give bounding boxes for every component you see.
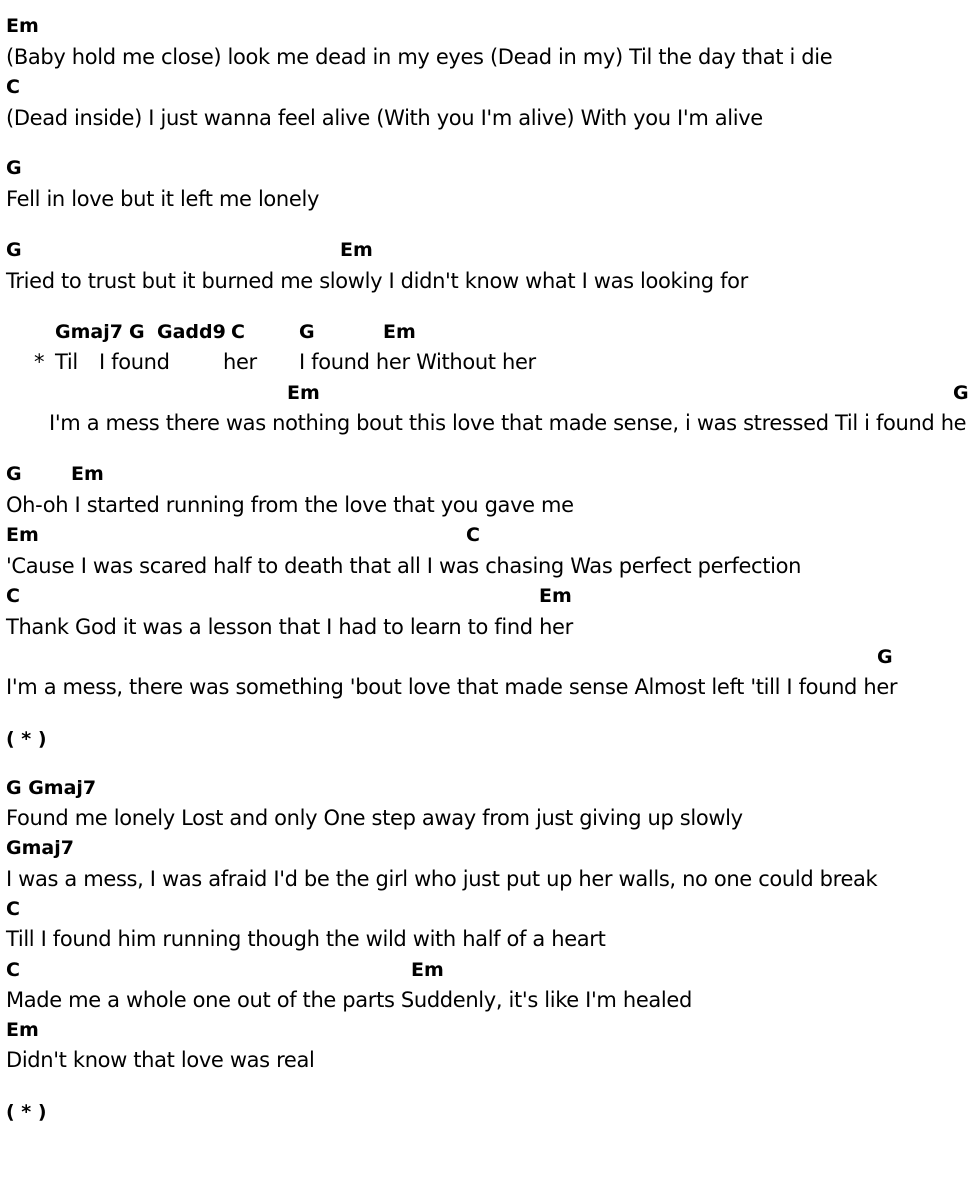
- chord: Em: [71, 463, 104, 485]
- chord-line: [0, 642, 966, 672]
- chord: Em: [539, 585, 572, 607]
- lyric-text: I found: [99, 350, 170, 374]
- chorus-marker-text: ( * ): [6, 728, 47, 750]
- chord: Gmaj7: [6, 837, 74, 859]
- chord: G: [6, 239, 22, 261]
- chord-line: [0, 317, 966, 347]
- lyric-line: [0, 864, 966, 894]
- chord-line: [0, 894, 966, 924]
- lyric-text: Thank God it was a lesson that I had to learn to find her: [6, 615, 573, 639]
- chord: Em: [6, 1019, 39, 1041]
- lyric-line: [0, 103, 966, 133]
- lyric-line: [0, 266, 966, 296]
- chord-line: [0, 153, 966, 183]
- lyric-line: [0, 551, 966, 581]
- chord-line: [0, 11, 966, 41]
- chord: C: [6, 76, 20, 98]
- lyric-line: [0, 42, 966, 72]
- chord: C: [231, 321, 245, 343]
- chord-line: [0, 235, 966, 265]
- chord-line: [0, 459, 966, 489]
- chord-line: [0, 955, 966, 985]
- lyric-text: Oh-oh I started running from the love that you gave me: [6, 493, 574, 517]
- chord: Em: [340, 239, 373, 261]
- chord: Em: [6, 524, 39, 546]
- lyric-text: Tried to trust but it burned me slowly I didn't know what I was looking for: [6, 269, 748, 293]
- lyric-text: her: [223, 350, 257, 374]
- chord-line: [0, 581, 966, 611]
- chord-line: [0, 72, 966, 102]
- chord: Gadd9: [157, 321, 226, 343]
- lyric-line: [0, 612, 966, 642]
- chord: G: [953, 382, 969, 404]
- chorus-marker: [0, 724, 966, 754]
- chord: G: [877, 646, 893, 668]
- chord: C: [6, 585, 20, 607]
- chord: C: [6, 959, 20, 981]
- lyric-line: [0, 347, 966, 377]
- chord-line: [0, 378, 969, 408]
- chord-line: [0, 520, 966, 550]
- chord-line: [0, 1015, 966, 1045]
- chorus-marker: [0, 1097, 966, 1127]
- chord: G Gmaj7: [6, 777, 97, 799]
- chord: G: [6, 463, 22, 485]
- lyric-line: [0, 803, 966, 833]
- chord: G: [6, 157, 22, 179]
- chord: G: [129, 321, 145, 343]
- chord: Gmaj7: [55, 321, 123, 343]
- lyric-line: [0, 672, 966, 702]
- chord: Em: [411, 959, 444, 981]
- lyric-line: [0, 924, 966, 954]
- lyric-line: [0, 985, 966, 1015]
- chord: C: [466, 524, 480, 546]
- lyric-line: [0, 490, 966, 520]
- lyric-text: 'Cause I was scared half to death that all I was chasing Was perfect perfection: [6, 554, 802, 578]
- lyric-text: Fell in love but it left me lonely: [6, 187, 320, 211]
- chorus-marker-text: ( * ): [6, 1101, 47, 1123]
- lyric-line: [0, 1045, 966, 1075]
- lyric-text: Til: [55, 350, 78, 374]
- lyric-line: [0, 408, 966, 438]
- lyric-text: Found me lonely Lost and only One step away from just giving up slowly: [6, 806, 743, 830]
- lyric-text: Till I found him running though the wild with half of a heart: [6, 927, 606, 951]
- chord-line: [0, 833, 966, 863]
- chord: Em: [383, 321, 416, 343]
- lyric-text: Didn't know that love was real: [6, 1048, 315, 1072]
- lyric-text: I was a mess, I was afraid I'd be the girl who just put up her walls, no one could break: [6, 867, 878, 891]
- chord: C: [6, 898, 20, 920]
- lyric-line: [0, 184, 966, 214]
- chord: Em: [6, 15, 39, 37]
- lyric-text: I'm a mess there was nothing bout this love that made sense, i was stressed Til i found he: [49, 411, 967, 435]
- lyric-text: (Baby hold me close) look me dead in my eyes (Dead in my) Til the day that i die: [6, 45, 833, 69]
- chorus-star: *: [34, 350, 45, 374]
- lyric-text: Made me a whole one out of the parts Suddenly, it's like I'm healed: [6, 988, 692, 1012]
- chord: G: [299, 321, 315, 343]
- lyric-text: (Dead inside) I just wanna feel alive (With you I'm alive) With you I'm alive: [6, 106, 763, 130]
- lyric-text: I found her Without her: [299, 350, 536, 374]
- lyric-text: I'm a mess, there was something 'bout love that made sense Almost left 'till I found her: [6, 675, 898, 699]
- chord-line: [0, 773, 966, 803]
- chord: Em: [287, 382, 320, 404]
